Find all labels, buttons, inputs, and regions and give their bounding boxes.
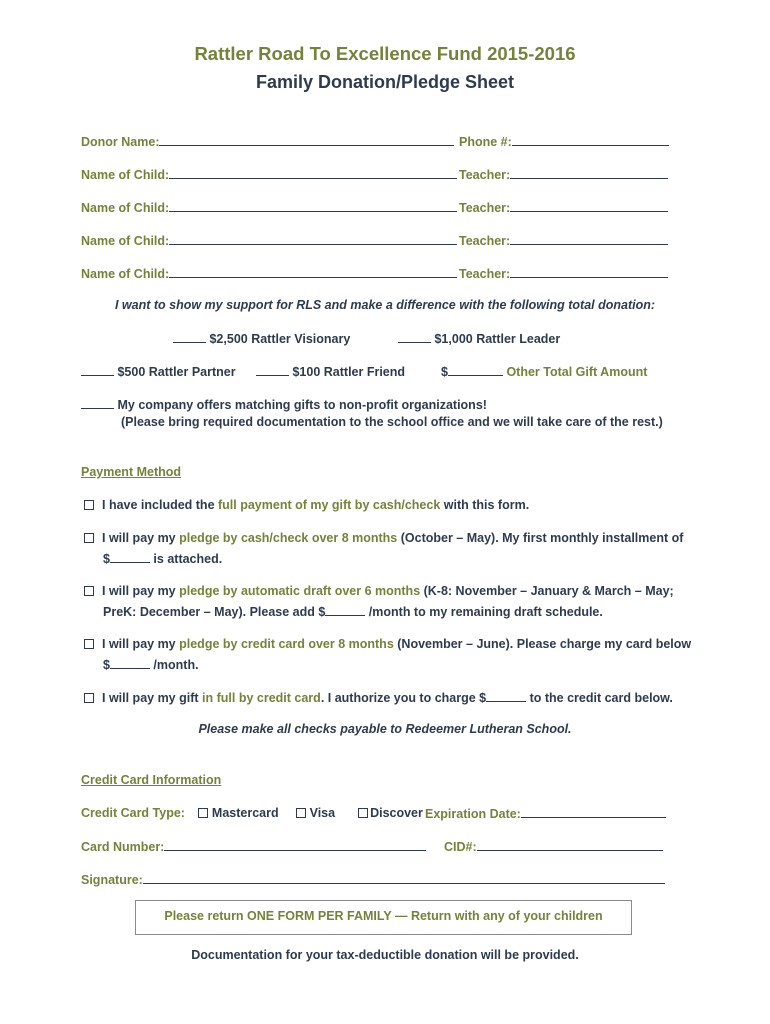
level-leader: [398, 331, 560, 345]
matching-line-1: My company offers matching gifts to non-profit organizations!: [117, 398, 487, 412]
partner-label: $500 Rattler Partner: [117, 365, 236, 379]
option-text: /month.: [149, 658, 199, 672]
checkbox[interactable]: [84, 533, 94, 543]
level-other: [441, 364, 647, 378]
level-visionary: [173, 331, 350, 345]
charge-amount-blank[interactable]: [486, 690, 526, 702]
option-highlight: in full by credit card: [202, 691, 321, 705]
mastercard-label: Mastercard: [211, 806, 279, 820]
option-text: I will pay my gift: [102, 691, 203, 705]
signature-label: Signature:: [81, 873, 143, 887]
checkbox[interactable]: [84, 500, 94, 510]
teacher-field[interactable]: [510, 167, 668, 179]
child-name-label: Name of Child:: [81, 168, 170, 182]
child-name-field[interactable]: [169, 167, 457, 179]
teacher-row-2: [459, 200, 668, 214]
matching-line-2: (Please bring required documentation to the school office and we will take care of the rest.): [121, 415, 663, 429]
option-text: PreK: December – May). Please add $: [103, 605, 326, 619]
option-highlight: full payment of my gift by cash/check: [218, 498, 441, 512]
expiration-label: Expiration Date:: [425, 807, 521, 821]
teacher-label: Teacher:: [459, 267, 511, 281]
phone-label: Phone #:: [459, 135, 512, 149]
discover-label: Discover: [370, 806, 423, 820]
expiration-field[interactable]: [521, 806, 666, 818]
donor-name-row: [81, 134, 454, 148]
friend-blank[interactable]: [256, 364, 289, 376]
other-label: Other Total Gift Amount: [506, 365, 648, 379]
payment-option-2: [84, 531, 683, 545]
option-text: with this form.: [440, 498, 530, 512]
payment-option-3-cont: [103, 604, 603, 618]
cid-row: [444, 839, 663, 853]
card-number-field[interactable]: [164, 839, 426, 851]
support-statement: I want to show my support for RLS and make a difference with the following total donation:: [114, 298, 656, 312]
form-title: Rattler Road To Excellence Fund 2015-2016: [194, 43, 576, 64]
monthly-charge-blank[interactable]: [110, 657, 150, 669]
cid-label: CID#:: [444, 840, 477, 854]
option-text: . I authorize you to charge $: [320, 691, 487, 705]
teacher-label: Teacher:: [459, 234, 511, 248]
visionary-label: $2,500 Rattler Visionary: [209, 332, 351, 346]
option-text: I have included the: [102, 498, 218, 512]
option-highlight: pledge by automatic draft over 6 months: [179, 584, 421, 598]
phone-field[interactable]: [512, 134, 669, 146]
card-number-label: Card Number:: [81, 840, 165, 854]
checkbox[interactable]: [84, 639, 94, 649]
expiration-row: [425, 806, 666, 820]
other-amount-blank[interactable]: [448, 364, 503, 376]
option-text: I will pay my: [102, 584, 180, 598]
teacher-row-4: [459, 266, 668, 280]
child-name-label: Name of Child:: [81, 234, 170, 248]
card-number-row: [81, 839, 426, 853]
phone-row: [459, 134, 669, 148]
teacher-row-1: [459, 167, 668, 181]
option-text: to the credit card below.: [526, 691, 673, 705]
card-type-label: Credit Card Type:: [81, 806, 185, 820]
checkbox-visa[interactable]: [296, 808, 306, 818]
payment-option-5: [84, 690, 673, 704]
child-name-field[interactable]: [169, 233, 457, 245]
child-name-field[interactable]: [169, 266, 457, 278]
child-name-field[interactable]: [169, 200, 457, 212]
checks-payable-note: Please make all checks payable to Redeemer Lutheran School.: [198, 722, 572, 736]
leader-label: $1,000 Rattler Leader: [434, 332, 561, 346]
payment-option-2-cont: [103, 551, 222, 565]
payment-option-3: [84, 584, 674, 598]
child-row-2: [81, 200, 457, 214]
option-highlight: pledge by credit card over 8 months: [179, 637, 394, 651]
payment-option-4: [84, 637, 691, 651]
option-text: is attached.: [149, 552, 223, 566]
leader-blank[interactable]: [398, 331, 431, 343]
option-text: I will pay my: [102, 531, 180, 545]
return-note-box: [135, 900, 632, 935]
option-text: (October – May). My first monthly installment of: [397, 531, 684, 545]
visionary-blank[interactable]: [173, 331, 206, 343]
option-highlight: pledge by cash/check over 8 months: [179, 531, 398, 545]
donor-name-label: Donor Name:: [81, 135, 160, 149]
cid-field[interactable]: [477, 839, 663, 851]
child-row-4: [81, 266, 457, 280]
option-text: I will pay my: [102, 637, 180, 651]
payment-method-heading: Payment Method: [81, 465, 182, 479]
option-text: $: [103, 552, 110, 566]
signature-field[interactable]: [143, 872, 665, 884]
level-friend: [256, 364, 405, 378]
other-dollar: $: [441, 365, 448, 379]
child-row-1: [81, 167, 457, 181]
friend-label: $100 Rattler Friend: [292, 365, 406, 379]
child-row-3: [81, 233, 457, 247]
option-text: $: [103, 658, 110, 672]
level-partner: [81, 364, 236, 378]
option-text: (November – June). Please charge my card below: [393, 637, 692, 651]
donor-name-field[interactable]: [159, 134, 454, 146]
visa-label: Visa: [309, 806, 336, 820]
teacher-label: Teacher:: [459, 168, 511, 182]
checkbox-mastercard[interactable]: [198, 808, 208, 818]
teacher-field[interactable]: [510, 233, 668, 245]
draft-blank[interactable]: [325, 604, 365, 616]
checkbox[interactable]: [84, 586, 94, 596]
teacher-label: Teacher:: [459, 201, 511, 215]
option-text: /month to my remaining draft schedule.: [365, 605, 603, 619]
teacher-field[interactable]: [510, 266, 668, 278]
child-name-label: Name of Child:: [81, 201, 170, 215]
payment-option-4-cont: [103, 657, 199, 671]
checkbox[interactable]: [84, 693, 94, 703]
checkbox-discover[interactable]: [358, 808, 368, 818]
card-type-row: [81, 806, 423, 820]
installment-blank[interactable]: [110, 551, 150, 563]
teacher-row-3: [459, 233, 668, 247]
matching-blank[interactable]: [81, 397, 114, 409]
child-name-label: Name of Child:: [81, 267, 170, 281]
credit-card-heading: Credit Card Information: [81, 773, 222, 787]
partner-blank[interactable]: [81, 364, 114, 376]
footer-note: Documentation for your tax-deductible donation will be provided.: [191, 948, 579, 962]
return-note: Please return ONE FORM PER FAMILY — Return with any of your children: [164, 909, 603, 923]
teacher-field[interactable]: [510, 200, 668, 212]
form-subtitle: Family Donation/Pledge Sheet: [255, 72, 515, 92]
option-text: (K-8: November – January & March – May;: [420, 584, 674, 598]
payment-option-1: [84, 498, 529, 512]
matching-gifts: [81, 397, 487, 411]
signature-row: [81, 872, 665, 886]
